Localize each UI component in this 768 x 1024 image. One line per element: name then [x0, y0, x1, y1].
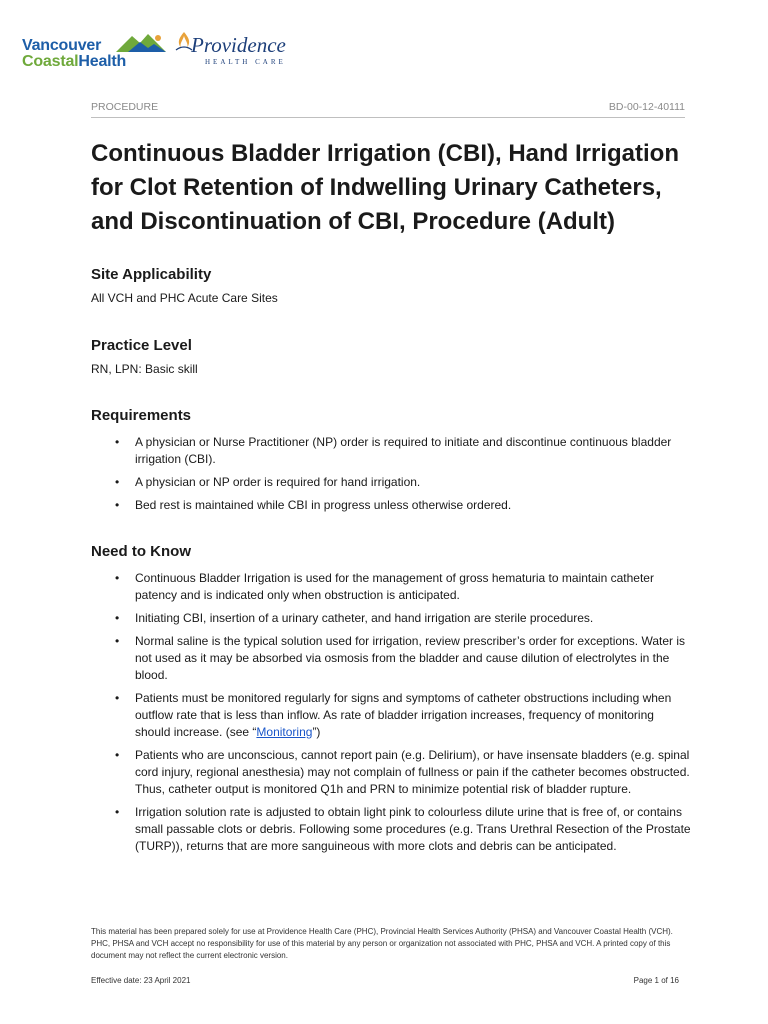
section-requirements — [91, 407, 691, 520]
section-heading: Practice Level — [91, 337, 192, 354]
section-heading: Requirements — [91, 407, 192, 424]
bullet: • — [115, 611, 120, 625]
page-number: Page 1 of 16 — [633, 976, 679, 985]
vch-logo-line1: Vancouver — [22, 37, 102, 54]
providence-flame-icon — [173, 30, 195, 56]
list-item: • Bed rest is maintained while CBI in progress unless otherwise ordered. — [115, 498, 512, 512]
vch-logo — [22, 38, 126, 70]
bullet: • — [115, 805, 120, 819]
section-text: RN, LPN: Basic skill — [91, 362, 198, 376]
section-text: All VCH and PHC Acute Care Sites — [91, 291, 278, 305]
list-item: • Patients must be monitored regularly for signs and symptoms of catheter obstructions including when outflow rate that is less than inflow. As rate of bladder irrigation increases, frequency of monitoring should increase. (see “Monitoring”) — [115, 691, 672, 739]
bullet: • — [115, 571, 120, 585]
monitoring-link[interactable]: Monitoring — [256, 725, 313, 739]
list-item: • Initiating CBI, insertion of a urinary catheter, and hand irrigation are sterile procedures. — [115, 611, 594, 625]
doc-type: PROCEDURE — [91, 101, 159, 113]
bullet: • — [115, 634, 120, 648]
list-item: • Patients who are unconscious, cannot report pain (e.g. Delirium), or have insensate bladders (e.g. spinal cord injury, regional anesthesia) may not complain of fullness or pain if the catheter becomes obstructed. Thus, catheter output is monitored Q1h and PRN to minimize potential risk of bladder rupture. — [115, 748, 690, 796]
footer-disclaimer: This material has been prepared solely for use at Providence Health Care (PHC), Provincial Health Services Authority (PHSA) and Vancouver Coastal Health (VCH). PHC, PHSA and VCH accept no responsibility for use of this material by any person or organization not associated with PHC, PHSA and VCH. A printed copy of this document may not reflect the current electronic version. — [91, 927, 673, 960]
header-divider — [91, 117, 685, 118]
list-item: • Irrigation solution rate is adjusted to obtain light pink to colourless dilute urine that is free of, or contains small passable clots or debris. Following some procedures (e.g. Trans Urethral Resection of the Prostate (TURP)), returns that are more sanguineous with more clots and debris can be anticipated. — [115, 805, 691, 853]
bullet: • — [115, 475, 120, 489]
section-heading: Need to Know — [91, 543, 191, 560]
vch-logo-coastal: Coastal — [22, 53, 79, 70]
list-item: • A physician or Nurse Practitioner (NP) order is required to initiate and discontinue continuous bladder irrigation (CBI). — [115, 435, 672, 466]
bullet: • — [115, 748, 120, 762]
providence-logo-subtitle: HEALTH CARE — [205, 58, 286, 66]
need-to-know-list — [91, 570, 691, 855]
section-site-applicability — [91, 266, 691, 305]
header-logos — [22, 30, 286, 78]
list-item: • A physician or NP order is required for hand irrigation. — [115, 475, 421, 489]
bullet: • — [115, 435, 120, 449]
section-practice-level — [91, 337, 691, 376]
list-item: • Normal saline is the typical solution used for irrigation, review prescriber’s order for exceptions. Water is not used as it may be absorbed via osmosis from the bladder and cause dilution of electrolytes in the blood. — [115, 634, 686, 682]
bullet: • — [115, 498, 120, 512]
section-need-to-know — [91, 543, 691, 861]
bullet: • — [115, 691, 120, 705]
section-heading: Site Applicability — [91, 266, 212, 283]
mountain-logo-icon — [114, 30, 174, 60]
effective-date: Effective date: 23 April 2021 — [91, 976, 191, 985]
requirements-list — [91, 434, 691, 514]
footer-bottom — [91, 976, 679, 985]
page-title: Continuous Bladder Irrigation (CBI), Hand Irrigation for Clot Retention of Indwelling Urinary Catheters, and Discontinuation of CBI, Procedure (Adult) — [91, 140, 679, 235]
providence-logo-name: Providence — [191, 33, 286, 57]
vch-logo-health: Health — [78, 53, 127, 70]
list-item: • Continuous Bladder Irrigation is used for the management of gross hematuria to maintain catheter patency and is indicated only when obstruction is anticipated. — [115, 571, 654, 602]
providence-logo — [177, 34, 286, 66]
doc-id: BD-00-12-40111 — [608, 101, 685, 113]
